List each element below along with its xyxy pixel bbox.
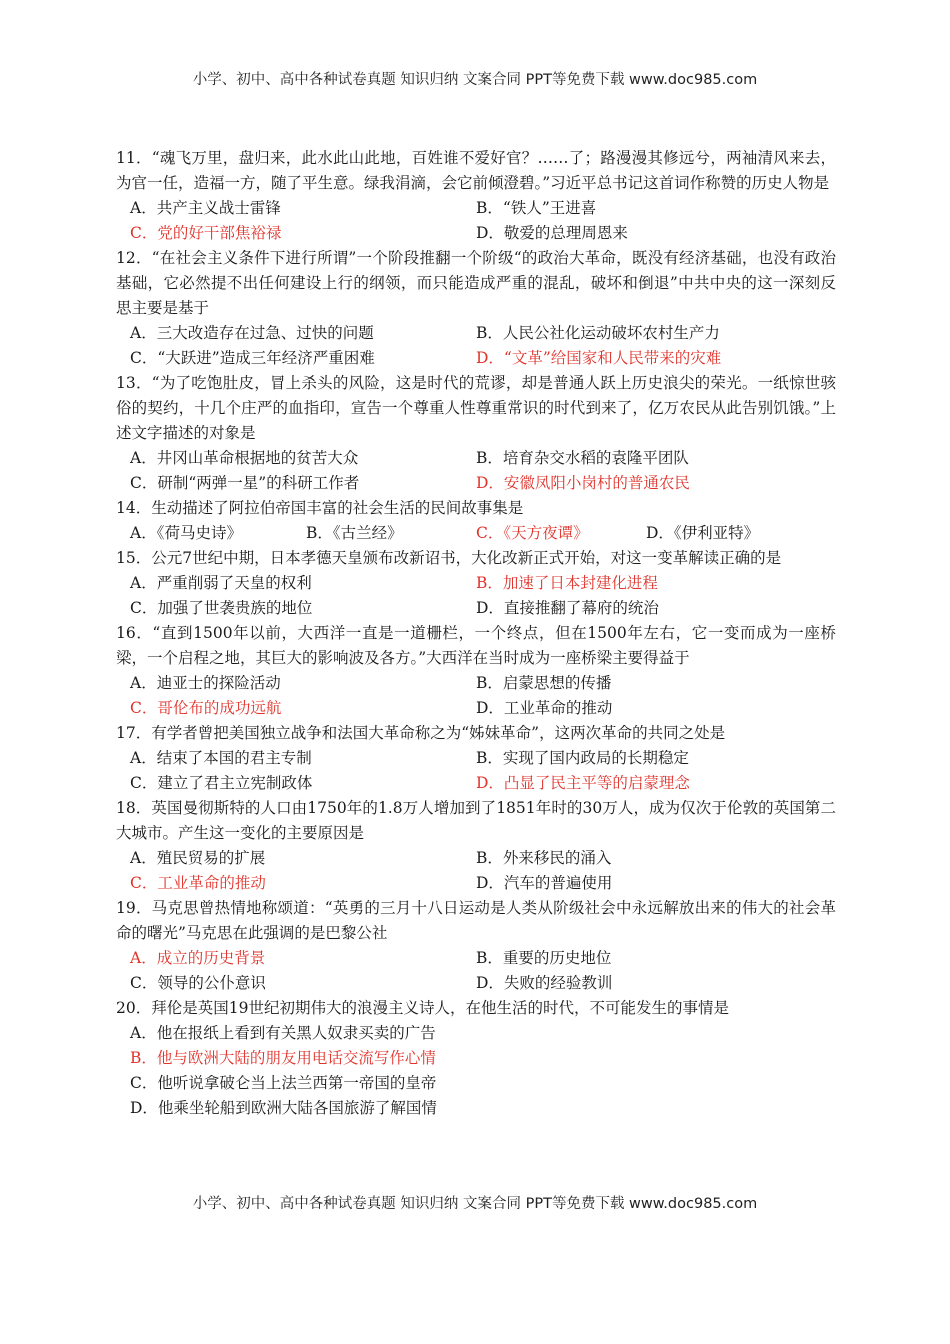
options-row <box>116 671 836 696</box>
options-row <box>116 771 836 796</box>
option-b: B．“铁人”王进喜 <box>476 199 597 217</box>
options-row <box>116 521 836 546</box>
option-a: A．迪亚士的探险活动 <box>130 674 281 692</box>
option-c-answer: C．工业革命的推动 <box>130 874 266 892</box>
option-d: D．汽车的普遍使用 <box>476 874 613 892</box>
option-b: B．启蒙思想的传播 <box>476 674 612 692</box>
question-stem: 19．马克思曾热情地称颂道：“英勇的三月十八日运动是人类从阶级社会中永远解放出来的伟大的社会革命的曙光”马克思在此强调的是巴黎公社 <box>116 899 836 942</box>
question-15 <box>116 546 836 621</box>
question-12 <box>116 246 836 371</box>
option-d: D．工业革命的推动 <box>476 699 613 717</box>
question-stem: 16．“直到1500年以前，大西洋一直是一道栅栏，一个终点，但在1500年左右，它一变而成为一座桥梁，一个启程之地，其巨大的影响波及各方。”大西洋在当时成为一座桥梁主要得益于 <box>116 624 836 667</box>
option-a: A．井冈山革命根据地的贫苦大众 <box>130 449 359 467</box>
option-c: C．建立了君主立宪制政体 <box>130 774 313 792</box>
question-stem: 14．生动描述了阿拉伯帝国丰富的社会生活的民间故事集是 <box>116 499 524 517</box>
option-c-answer: C．哥伦布的成功远航 <box>130 699 282 717</box>
option-b: B．重要的历史地位 <box>476 949 612 967</box>
option-c: C．他听说拿破仑当上法兰西第一帝国的皇帝 <box>130 1074 437 1092</box>
page-header-banner: 小学、初中、高中各种试卷真题 知识归纳 文案合同 PPT等免费下载 www.doc985.com <box>192 72 758 88</box>
option-b: B．《古兰经》 <box>306 524 403 542</box>
option-c: C．研制“两弹一星”的科研工作者 <box>130 474 360 492</box>
option-b: B．外来移民的涌入 <box>476 849 612 867</box>
option-a: A．共产主义战士雷锋 <box>130 199 281 217</box>
page-footer-banner: 小学、初中、高中各种试卷真题 知识归纳 文案合同 PPT等免费下载 www.doc985.com <box>192 1196 758 1212</box>
options-row <box>116 571 836 596</box>
question-stem: 20．拜伦是英国19世纪初期伟大的浪漫主义诗人，在他生活的时代，不可能发生的事情是 <box>116 999 729 1017</box>
options-row <box>116 746 836 771</box>
options-row <box>116 471 836 496</box>
question-stem: 17．有学者曾把美国独立战争和法国大革命称之为“姊妹革命”，这两次革命的共同之处是 <box>116 724 726 742</box>
option-a-answer: A．成立的历史背景 <box>130 949 266 967</box>
option-c-answer: C．《天方夜谭》 <box>476 524 589 542</box>
options-row <box>116 1021 836 1046</box>
options-row <box>116 321 836 346</box>
option-b-answer: B．他与欧洲大陆的朋友用电话交流写作心情 <box>130 1049 436 1067</box>
option-d: D．敬爱的总理周恩来 <box>476 224 628 242</box>
question-stem: 13．“为了吃饱肚皮，冒上杀头的风险，这是时代的荒谬，却是普通人跃上历史浪尖的荣光。一纸惊世骇俗的契约，十几个庄严的血指印，宣告一个尊重人性尊重常识的时代到来了，亿万农民从此告别饥饿。”上述文字描述的对象是 <box>116 374 836 442</box>
question-14 <box>116 496 836 546</box>
option-d-answer: D．凸显了民主平等的启蒙理念 <box>476 774 690 792</box>
options-row <box>116 846 836 871</box>
option-b: B．人民公社化运动破坏农村生产力 <box>476 324 720 342</box>
question-13 <box>116 371 836 496</box>
options-row <box>116 196 836 221</box>
option-b: B．实现了国内政局的长期稳定 <box>476 749 689 767</box>
option-a: A．殖民贸易的扩展 <box>130 849 266 867</box>
question-list <box>116 146 836 1121</box>
options-row <box>116 1071 836 1096</box>
option-c-answer: C．党的好干部焦裕禄 <box>130 224 282 242</box>
option-a: A．结束了本国的君主专制 <box>130 749 312 767</box>
option-d-answer: D．“文革”给国家和人民带来的灾难 <box>476 349 722 367</box>
option-c: C．领导的公仆意识 <box>130 974 266 992</box>
option-d: D．他乘坐轮船到欧洲大陆各国旅游了解国情 <box>130 1099 437 1117</box>
question-11 <box>116 146 836 246</box>
option-d: D．失败的经验教训 <box>476 974 613 992</box>
option-a: A．《荷马史诗》 <box>130 524 242 542</box>
option-c: C．“大跃进”造成三年经济严重困难 <box>130 349 375 367</box>
options-row <box>116 446 836 471</box>
question-18 <box>116 796 836 896</box>
question-stem: 15．公元7世纪中期，日本孝德天皇颁布改新诏书，大化改新正式开始，对这一变革解读正确的是 <box>116 549 782 567</box>
option-a: A．他在报纸上看到有关黑人奴隶买卖的广告 <box>130 1024 436 1042</box>
question-19 <box>116 896 836 996</box>
question-stem: 12．“在社会主义条件下进行所谓”一个阶段推翻一个阶级“的政治大革命，既没有经济基础，也没有政治基础，它必然提不出任何建设上行的纲领，而只能造成严重的混乱，破坏和倒退”中共中央的这一深刻反思主要是基于 <box>116 249 836 317</box>
option-d-answer: D．安徽凤阳小岗村的普通农民 <box>476 474 690 492</box>
options-row <box>116 346 836 371</box>
question-17 <box>116 721 836 796</box>
option-d: D．直接推翻了幕府的统治 <box>476 599 659 617</box>
option-a: A．三大改造存在过急、过快的问题 <box>130 324 374 342</box>
option-b-answer: B．加速了日本封建化进程 <box>476 574 658 592</box>
question-16 <box>116 621 836 721</box>
question-stem: 11．“魂飞万里，盘归来，此水此山此地，百姓谁不爱好官？……了；路漫漫其修远兮，两袖清风来去，为官一任，造福一方，随了平生意。绿我涓滴，会它前倾澄碧。”习近平总书记这首词作称赞的历史人物是 <box>116 149 836 192</box>
options-row <box>116 596 836 621</box>
options-row <box>116 871 836 896</box>
options-row <box>116 696 836 721</box>
options-row <box>116 1096 836 1121</box>
option-a: A．严重削弱了天皇的权利 <box>130 574 312 592</box>
options-row <box>116 1046 836 1071</box>
option-c: C．加强了世袭贵族的地位 <box>130 599 313 617</box>
question-20 <box>116 996 836 1121</box>
options-row <box>116 971 836 996</box>
options-row <box>116 221 836 246</box>
option-d: D．《伊利亚特》 <box>646 524 760 542</box>
options-row <box>116 946 836 971</box>
question-stem: 18．英国曼彻斯特的人口由1750年的1.8万人增加到了1851年时的30万人，成为仅次于伦敦的英国第二大城市。产生这一变化的主要原因是 <box>116 799 836 842</box>
option-b: B．培育杂交水稻的袁隆平团队 <box>476 449 689 467</box>
